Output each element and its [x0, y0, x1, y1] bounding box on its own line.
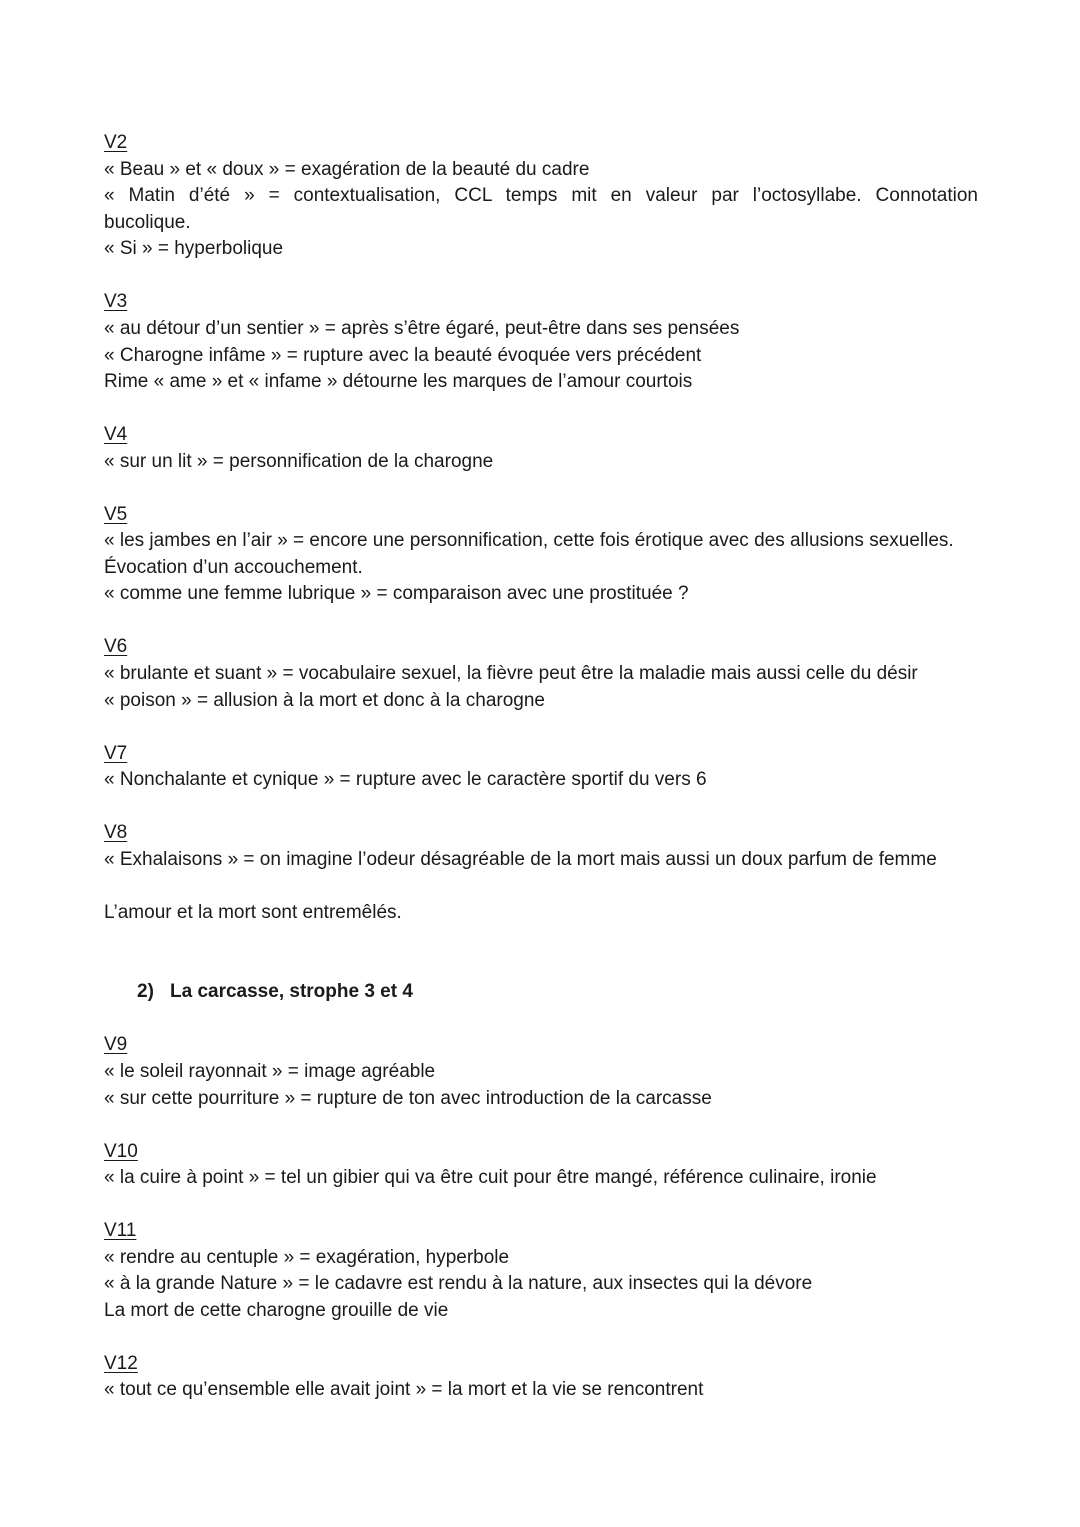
verse-note-v3 — [104, 289, 978, 395]
note-line: « Exhalaisons » = on imagine l’odeur désagréable de la mort mais aussi un doux parfum de femme — [104, 848, 937, 870]
section-heading — [137, 979, 978, 1006]
verse-label: V2 — [104, 132, 128, 153]
note-line: « Si » = hyperbolique — [104, 238, 284, 260]
verse-label: V9 — [104, 1034, 128, 1056]
verse-note-v6 — [104, 634, 978, 714]
note-line: « les jambes en l’air » = encore une personnification, cette fois érotique avec des allusions sexuelles. — [104, 530, 954, 552]
verse-label: V7 — [104, 742, 128, 764]
verse-label: V11 — [104, 1220, 137, 1242]
verse-label: V12 — [104, 1352, 138, 1374]
verse-label: V3 — [104, 291, 128, 313]
note-line: « brulante et suant » = vocabulaire sexuel, la fièvre peut être la maladie mais aussi celle du désir — [104, 663, 918, 685]
note-line: bucolique. — [104, 211, 191, 233]
note-line: Rime « ame » et « infame » détourne les marques de l’amour courtois — [104, 371, 693, 393]
section-title: La carcasse, strophe 3 et 4 — [170, 981, 413, 1003]
verse-note-v4 — [104, 422, 978, 475]
document-content — [104, 130, 978, 1430]
note-line: « au détour d’un sentier » = après s’être égaré, peut-être dans ses pensées — [104, 317, 740, 339]
note-line: « poison » = allusion à la mort et donc à la charogne — [104, 689, 545, 711]
note-line: « la cuire à point » = tel un gibier qui va être cuit pour être mangé, référence culinaire, ironie — [104, 1167, 877, 1189]
note-line: « tout ce qu’ensemble elle avait joint » = la mort et la vie se rencontrent — [104, 1379, 704, 1401]
note-line: « rendre au centuple » = exagération, hyperbole — [104, 1246, 510, 1268]
verse-note-v7 — [104, 741, 978, 794]
verse-label: V8 — [104, 822, 128, 844]
note-line: La mort de cette charogne grouille de vie — [104, 1299, 449, 1321]
note-line: « Matin d’été » = contextualisation, CCL temps mit en valeur par l’octosyllabe. Connotation — [104, 185, 978, 207]
note-line: « Beau » et « doux » = exagération de la beauté du cadre — [104, 158, 590, 180]
note-line: « Charogne infâme » = rupture avec la beauté évoquée vers précédent — [104, 344, 702, 366]
verse-label: V10 — [104, 1140, 138, 1162]
note-line: Évocation d’un accouchement. — [104, 556, 363, 578]
note-line: « à la grande Nature » = le cadavre est rendu à la nature, aux insectes qui la dévore — [104, 1273, 813, 1295]
verse-label: V6 — [104, 636, 128, 658]
verse-note-v12 — [104, 1351, 978, 1404]
verse-note-v2 — [104, 130, 978, 263]
verse-note-v10 — [104, 1139, 978, 1192]
note-line: « sur cette pourriture » = rupture de ton avec introduction de la carcasse — [104, 1087, 712, 1109]
conclusion-text: L’amour et la mort sont entremêlés. — [104, 901, 402, 923]
note-line: « le soleil rayonnait » = image agréable — [104, 1060, 436, 1082]
verse-note-v11 — [104, 1218, 978, 1324]
verse-note-v8 — [104, 820, 978, 873]
note-line: « Nonchalante et cynique » = rupture avec le caractère sportif du vers 6 — [104, 769, 707, 791]
verse-note-v9 — [104, 1032, 978, 1112]
section-number: 2) — [137, 981, 154, 1003]
verse-label: V5 — [104, 503, 128, 525]
note-line: « sur un lit » = personnification de la charogne — [104, 450, 494, 472]
verse-note-v5 — [104, 502, 978, 608]
verse-label: V4 — [104, 424, 128, 446]
note-line: « comme une femme lubrique » = comparaison avec une prostituée ? — [104, 583, 689, 605]
